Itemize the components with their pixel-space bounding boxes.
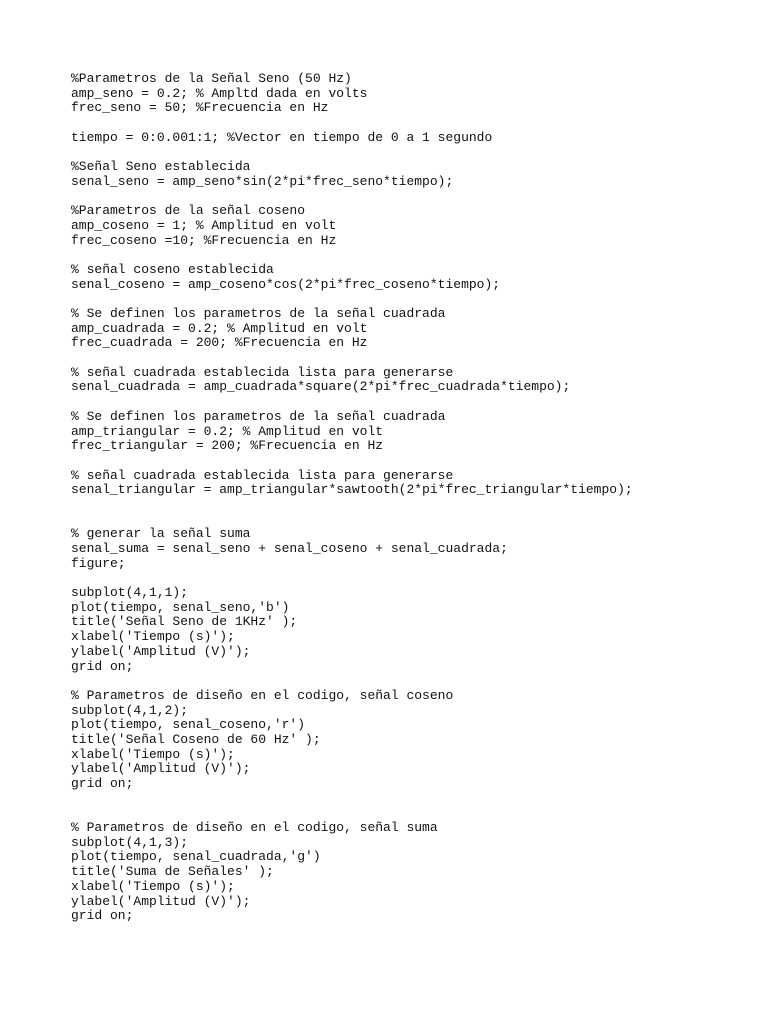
blank-line — [71, 792, 751, 807]
code-line: %Parametros de la Señal Seno (50 Hz) — [71, 71, 352, 86]
blank-line — [71, 248, 751, 263]
code-line: senal_suma = senal_seno + senal_coseno + senal_cuadrada; — [71, 541, 508, 556]
blank-line — [71, 395, 751, 410]
code-line: figure; — [71, 555, 126, 571]
code-line: grid on; — [71, 658, 134, 674]
code-line: % señal cuadrada establecida lista para generarse — [71, 364, 454, 380]
code-line: senal_cuadrada = amp_cuadrada*square(2*pi*frec_cuadrada*tiempo); — [71, 379, 571, 395]
code-line: senal_seno = amp_seno*sin(2*pi*frec_seno*tiempo); — [71, 173, 454, 189]
code-line: % Parametros de diseño en el codigo, señal suma — [71, 820, 438, 836]
code-line: %Señal Seno establecida — [71, 159, 251, 175]
code-line: plot(tiempo, senal_cuadrada,'g') — [71, 849, 321, 865]
code-line: title('Señal Coseno de 60 Hz' ); — [71, 731, 321, 747]
code-line: % Se definen los parametros de la señal cuadrada — [71, 408, 446, 424]
code-line: subplot(4,1,1); — [71, 585, 189, 601]
blank-line — [71, 806, 751, 821]
blank-line — [71, 498, 751, 513]
code-line: subplot(4,1,2); — [71, 702, 189, 718]
code-line: frec_cuadrada = 200; %Frecuencia en Hz — [71, 335, 368, 351]
code-line: title('Suma de Señales' ); — [71, 864, 274, 880]
blank-line — [71, 292, 751, 307]
code-line: amp_seno = 0.2; % Ampltd dada en volts — [71, 85, 368, 101]
code-line: ylabel('Amplitud (V)'); — [71, 643, 251, 659]
blank-line — [71, 454, 751, 469]
code-line: frec_triangular = 200; %Frecuencia en Hz — [71, 438, 384, 454]
code-line: xlabel('Tiempo (s)'); — [71, 629, 235, 645]
code-line: ylabel('Amplitud (V)'); — [71, 761, 251, 777]
code-line: plot(tiempo, senal_seno,'b') — [71, 599, 290, 615]
code-line: % señal coseno establecida — [71, 261, 274, 277]
code-line: %Parametros de la señal coseno — [71, 203, 306, 219]
code-line: grid on; — [71, 776, 134, 791]
code-listing — [71, 72, 751, 924]
code-line: % señal cuadrada establecida lista para generarse — [71, 467, 454, 483]
code-line: xlabel('Tiempo (s)'); — [71, 746, 235, 762]
blank-line — [71, 571, 751, 586]
code-line: frec_seno = 50; %Frecuencia en Hz — [71, 100, 329, 116]
code-line: plot(tiempo, senal_coseno,'r') — [71, 717, 306, 733]
blank-line — [71, 145, 751, 160]
blank-line — [71, 190, 751, 205]
code-line: amp_coseno = 1; % Amplitud en volt — [71, 217, 337, 233]
blank-line — [71, 116, 751, 131]
blank-line — [71, 351, 751, 366]
code-line: frec_coseno =10; %Frecuencia en Hz — [71, 232, 337, 248]
code-line: tiempo = 0:0.001:1; %Vector en tiempo de 0 a 1 segundo — [71, 129, 493, 145]
code-line: % generar la señal suma — [71, 526, 251, 542]
blank-line — [71, 513, 751, 528]
code-line: amp_triangular = 0.2; % Amplitud en volt — [71, 423, 384, 439]
code-line: senal_coseno = amp_coseno*cos(2*pi*frec_coseno*tiempo); — [71, 276, 501, 292]
code-line: % Se definen los parametros de la señal cuadrada — [71, 306, 446, 321]
code-line: % Parametros de diseño en el codigo, señal coseno — [71, 687, 454, 703]
code-line: title('Señal Seno de 1KHz' ); — [71, 614, 298, 630]
code-line: grid on; — [71, 908, 134, 924]
code-line: xlabel('Tiempo (s)'); — [71, 878, 235, 894]
blank-line — [71, 674, 751, 689]
code-line: subplot(4,1,3); — [71, 834, 189, 850]
code-line: senal_triangular = amp_triangular*sawtooth(2*pi*frec_triangular*tiempo); — [71, 482, 633, 498]
code-line: amp_cuadrada = 0.2; % Amplitud en volt — [71, 320, 368, 336]
code-line: ylabel('Amplitud (V)'); — [71, 893, 251, 909]
